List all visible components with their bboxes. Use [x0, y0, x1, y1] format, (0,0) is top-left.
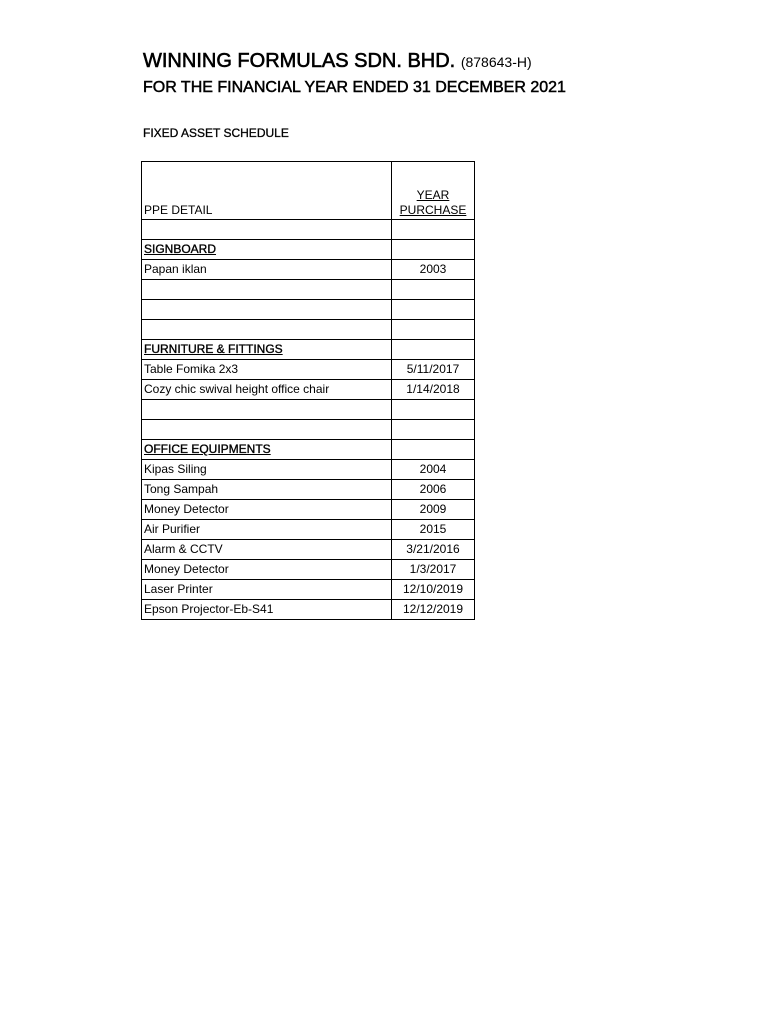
schedule-title: FIXED ASSET SCHEDULE	[143, 126, 289, 140]
year-purchase	[392, 280, 475, 300]
year-purchase	[392, 420, 475, 440]
year-purchase	[392, 220, 475, 240]
table-row	[142, 400, 475, 420]
year-purchase	[392, 400, 475, 420]
table-row	[142, 540, 475, 560]
asset-detail	[142, 320, 392, 340]
year-header-line2: PURCHASE	[399, 203, 467, 217]
asset-detail: Tong Sampah	[142, 480, 392, 500]
section-heading: OFFICE EQUIPMENTS	[142, 440, 392, 460]
year-purchase	[392, 240, 475, 260]
year-purchase: 1/14/2018	[392, 380, 475, 400]
year-purchase	[392, 300, 475, 320]
company-title: WINNING FORMULAS SDN. BHD.	[143, 50, 456, 72]
table-row	[142, 420, 475, 440]
section-row	[142, 240, 475, 260]
section-heading: FURNITURE & FITTINGS	[142, 340, 392, 360]
ppe-detail-header: PPE DETAIL	[142, 162, 392, 220]
table-row	[142, 480, 475, 500]
asset-detail: Alarm & CCTV	[142, 540, 392, 560]
asset-detail	[142, 420, 392, 440]
asset-detail: Money Detector	[142, 500, 392, 520]
section-row	[142, 340, 475, 360]
year-purchase: 2004	[392, 460, 475, 480]
year-header-line1: YEAR	[416, 188, 450, 202]
company-name	[143, 50, 532, 73]
asset-detail: Epson Projector-Eb-S41	[142, 600, 392, 620]
year-purchase: 12/12/2019	[392, 600, 475, 620]
asset-detail	[142, 400, 392, 420]
asset-detail: Papan iklan	[142, 260, 392, 280]
table-row	[142, 220, 475, 240]
table-row	[142, 300, 475, 320]
table-row	[142, 280, 475, 300]
asset-detail: Laser Printer	[142, 580, 392, 600]
table-header-row	[142, 162, 475, 220]
table-row	[142, 500, 475, 520]
asset-detail: Cozy chic swival height office chair	[142, 380, 392, 400]
table-row	[142, 360, 475, 380]
year-purchase: 5/11/2017	[392, 360, 475, 380]
asset-detail	[142, 280, 392, 300]
year-purchase	[392, 340, 475, 360]
table-row	[142, 320, 475, 340]
table-row	[142, 600, 475, 620]
asset-detail: Kipas Siling	[142, 460, 392, 480]
table-row	[142, 380, 475, 400]
year-purchase: 3/21/2016	[392, 540, 475, 560]
fixed-asset-table	[141, 161, 475, 620]
financial-period: FOR THE FINANCIAL YEAR ENDED 31 DECEMBER 2021	[143, 79, 566, 96]
year-purchase	[392, 320, 475, 340]
year-purchase: 1/3/2017	[392, 560, 475, 580]
year-purchase: 2015	[392, 520, 475, 540]
registration-number: (878643-H)	[460, 54, 532, 70]
section-heading: SIGNBOARD	[142, 240, 392, 260]
table-row	[142, 460, 475, 480]
asset-detail: Money Detector	[142, 560, 392, 580]
table-row	[142, 520, 475, 540]
year-purchase: 2003	[392, 260, 475, 280]
table-row	[142, 560, 475, 580]
year-purchase-header	[392, 162, 475, 220]
asset-detail: Air Purifier	[142, 520, 392, 540]
year-purchase: 2006	[392, 480, 475, 500]
year-purchase: 12/10/2019	[392, 580, 475, 600]
year-purchase	[392, 440, 475, 460]
asset-detail: Table Fomika 2x3	[142, 360, 392, 380]
asset-detail	[142, 220, 392, 240]
year-purchase: 2009	[392, 500, 475, 520]
table-row	[142, 260, 475, 280]
table-row	[142, 580, 475, 600]
section-row	[142, 440, 475, 460]
asset-detail	[142, 300, 392, 320]
